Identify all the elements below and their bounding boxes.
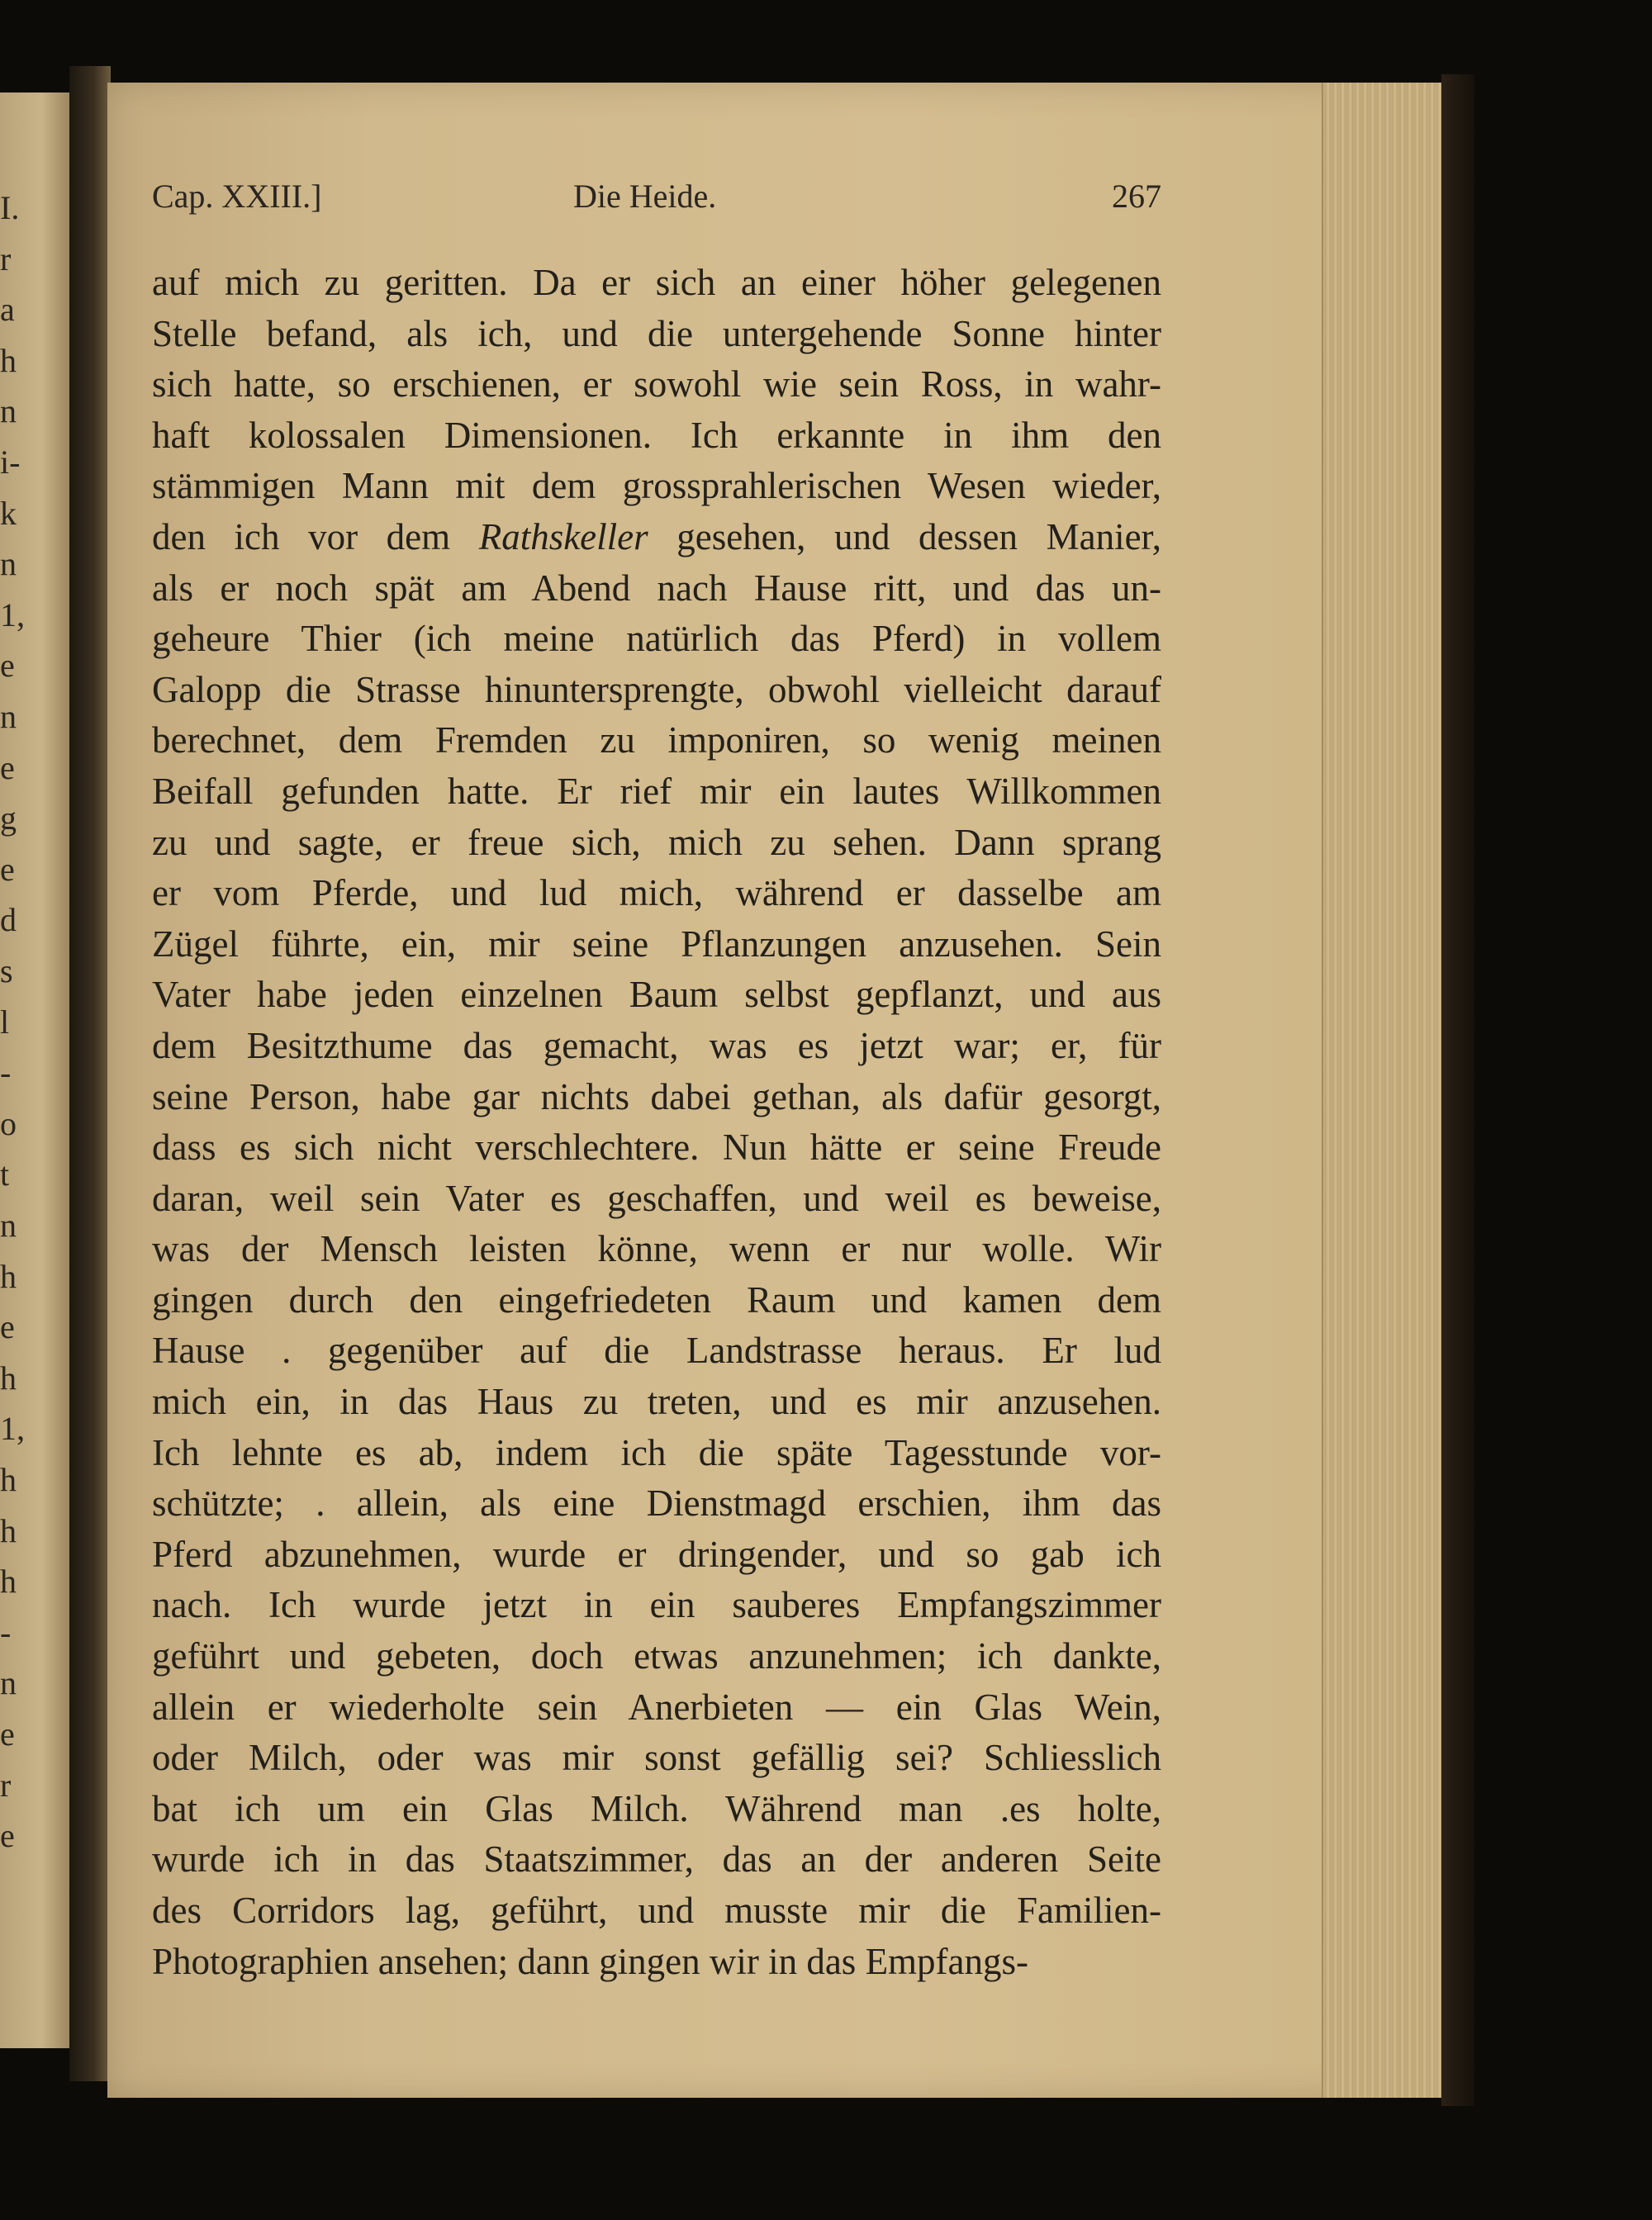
left-page-fragment: I.	[0, 189, 20, 226]
left-page-fragment: g	[0, 799, 17, 837]
left-page-fragment: e	[0, 850, 15, 888]
left-page-fragment: a	[0, 291, 15, 329]
text-segment: geheure Thier (ich meine natürlich das Pferd) in vollem	[152, 618, 1161, 660]
text-line	[152, 1174, 1161, 1225]
text-line	[152, 1784, 1161, 1835]
text-segment: gingen durch den eingefriedeten Raum und kamen dem	[152, 1278, 1161, 1321]
text-line	[152, 359, 1161, 410]
book-cover-edge	[1441, 74, 1474, 2106]
left-page-fragment: n	[0, 1207, 17, 1244]
text-line	[152, 410, 1161, 462]
text-segment: auf mich zu geritten. Da er sich an einer höher gelegenen	[152, 262, 1161, 303]
text-segment: Ich lehnte es ab, indem ich die späte Tagesstunde vor-	[152, 1431, 1161, 1473]
text-segment: Zügel führte, ein, mir seine Pflanzungen anzusehen. Sein	[152, 923, 1161, 965]
text-segment: Galopp die Strasse hinuntersprengte, obwohl vielleicht darauf	[152, 668, 1161, 710]
text-line	[152, 309, 1161, 360]
left-page-fragment: h	[0, 341, 17, 379]
running-head	[152, 177, 1161, 226]
text-line	[152, 1428, 1161, 1479]
text-segment: wurde ich in das Staatszimmer, das an der anderen Seite	[152, 1838, 1161, 1881]
text-segment: bat ich um ein Glas Milch. Während man .es holte,	[152, 1787, 1161, 1829]
page-number: 267	[1112, 178, 1161, 215]
text-line	[152, 614, 1161, 665]
text-segment: Pferd abzunehmen, wurde er dringender, und so gab ich	[152, 1533, 1161, 1575]
left-page-fragment: -	[0, 1054, 12, 1092]
text-segment: was der Mensch leisten könne, wenn er nur wolle. Wir	[152, 1228, 1161, 1270]
text-segment: allein er wiederholte sein Anerbieten — ein Glas Wein,	[152, 1686, 1161, 1728]
page-edges	[1322, 83, 1443, 2098]
text-line	[152, 258, 1161, 309]
left-page-fragment: 1,	[0, 595, 25, 633]
text-segment: stämmigen Mann mit dem grossprahlerischen Wesen wieder,	[152, 465, 1161, 507]
text-line	[152, 1275, 1161, 1326]
left-page-fragment: h	[0, 1563, 17, 1601]
left-page-fragment: r	[0, 1766, 12, 1804]
text-segment: oder Milch, oder was mir sonst gefällig sei? Schliesslich	[152, 1737, 1161, 1779]
left-page-fragment: h	[0, 1257, 17, 1295]
left-page-fragment: o	[0, 1104, 17, 1142]
left-page-fragment: l	[0, 1003, 10, 1041]
text-segment: Photographien ansehen; dann gingen wir in das Empfangs-	[152, 1940, 1029, 1982]
text-line	[152, 1682, 1161, 1734]
text-segment: gesehen, und dessen Manier,	[648, 515, 1161, 557]
left-page-fragment: e	[0, 1308, 15, 1346]
text-segment: dass es sich nicht verschlechtere. Nun hätte er seine Freude	[152, 1127, 1161, 1169]
text-segment: daran, weil sein Vater es geschaffen, und weil es beweise,	[152, 1177, 1161, 1219]
text-line	[152, 766, 1161, 818]
italic-term: Rathskeller	[478, 515, 648, 557]
left-page-fragment: h	[0, 1511, 17, 1549]
text-line	[152, 1530, 1161, 1581]
left-page-fragment: 1,	[0, 1410, 25, 1448]
text-segment: des Corridors lag, geführt, und musste mir die Familien-	[152, 1890, 1161, 1931]
text-segment: zu und sagte, er freue sich, mich zu sehen. Dann sprang	[152, 821, 1161, 863]
text-line	[152, 1072, 1161, 1123]
text-segment: als er noch spät am Abend nach Hause ritt, und das un-	[152, 567, 1161, 609]
left-page-fragment: e	[0, 1817, 15, 1855]
book-gutter	[69, 66, 111, 2081]
text-line	[152, 1021, 1161, 1072]
text-segment: Hause . gegenüber auf die Landstrasse heraus. Er lud	[152, 1330, 1161, 1372]
text-line	[152, 665, 1161, 716]
left-page-fragment: t	[0, 1155, 10, 1193]
text-segment: nach. Ich wurde jetzt in ein sauberes Empfangszimmer	[152, 1584, 1161, 1626]
left-page-fragment: h	[0, 1461, 17, 1498]
chapter-label: Cap. XXIII.]	[152, 178, 322, 215]
text-line	[152, 1224, 1161, 1275]
text-segment: Vater habe jeden einzelnen Baum selbst gepflanzt, und aus	[152, 974, 1161, 1016]
text-segment: seine Person, habe gar nichts dabei gethan, als dafür gesorgt,	[152, 1075, 1161, 1117]
left-page-fragment: i-	[0, 444, 21, 481]
text-segment: Beifall gefunden hatte. Er rief mir ein lautes Willkommen	[152, 770, 1161, 812]
text-line	[152, 1122, 1161, 1174]
left-page-fragment: e	[0, 1715, 15, 1753]
text-line	[152, 461, 1161, 512]
text-segment: geführt und gebeten, doch etwas anzunehmen; ich dankte,	[152, 1635, 1161, 1677]
text-segment: schützte; . allein, als eine Dienstmagd erschien, ihm das	[152, 1482, 1161, 1525]
text-line	[152, 1580, 1161, 1631]
left-page-fragment: n	[0, 392, 17, 430]
text-line	[152, 919, 1161, 970]
left-page-fragment: e	[0, 647, 15, 685]
left-page-fragment: h	[0, 1359, 17, 1397]
left-page-fragment: n	[0, 698, 17, 735]
left-page-fragment: n	[0, 545, 17, 583]
text-segment: sich hatte, so erschienen, er sowohl wie sein Ross, in wahr-	[152, 363, 1161, 406]
left-page-fragment: d	[0, 901, 17, 939]
text-line	[152, 1834, 1161, 1886]
text-line	[152, 1631, 1161, 1682]
text-segment: Stelle befand, als ich, und die untergehende Sonne hinter	[152, 312, 1161, 354]
text-line	[152, 818, 1161, 869]
text-line	[152, 970, 1161, 1021]
left-page-fragment: e	[0, 748, 15, 786]
text-line	[152, 715, 1161, 766]
text-line	[152, 1886, 1161, 1937]
left-page-fragment: n	[0, 1664, 17, 1702]
left-page-fragment: k	[0, 494, 17, 532]
text-segment: dem Besitzthume das gemacht, was es jetzt war; er, für	[152, 1024, 1161, 1066]
text-line	[152, 512, 1161, 563]
text-segment: er vom Pferde, und lud mich, während er dasselbe am	[152, 872, 1161, 914]
text-segment: den ich vor dem	[152, 515, 479, 557]
text-segment: berechnet, dem Fremden zu imponiren, so wenig meinen	[152, 719, 1161, 761]
text-line	[152, 1937, 1161, 1988]
left-page-fragment: s	[0, 952, 13, 989]
text-line	[152, 1478, 1161, 1530]
text-line	[152, 1733, 1161, 1784]
body-text	[152, 258, 1161, 1987]
left-page-edge	[0, 92, 74, 2048]
text-segment: haft kolossalen Dimensionen. Ich erkannte in ihm den	[152, 414, 1161, 456]
page-title: Die Heide.	[573, 178, 717, 215]
text-line	[152, 563, 1161, 614]
text-line	[152, 868, 1161, 919]
text-segment: mich ein, in das Haus zu treten, und es mir anzusehen.	[152, 1381, 1161, 1423]
left-page-fragment: r	[0, 240, 12, 278]
left-page-fragment: -	[0, 1613, 12, 1651]
text-line	[152, 1326, 1161, 1377]
text-line	[152, 1377, 1161, 1428]
